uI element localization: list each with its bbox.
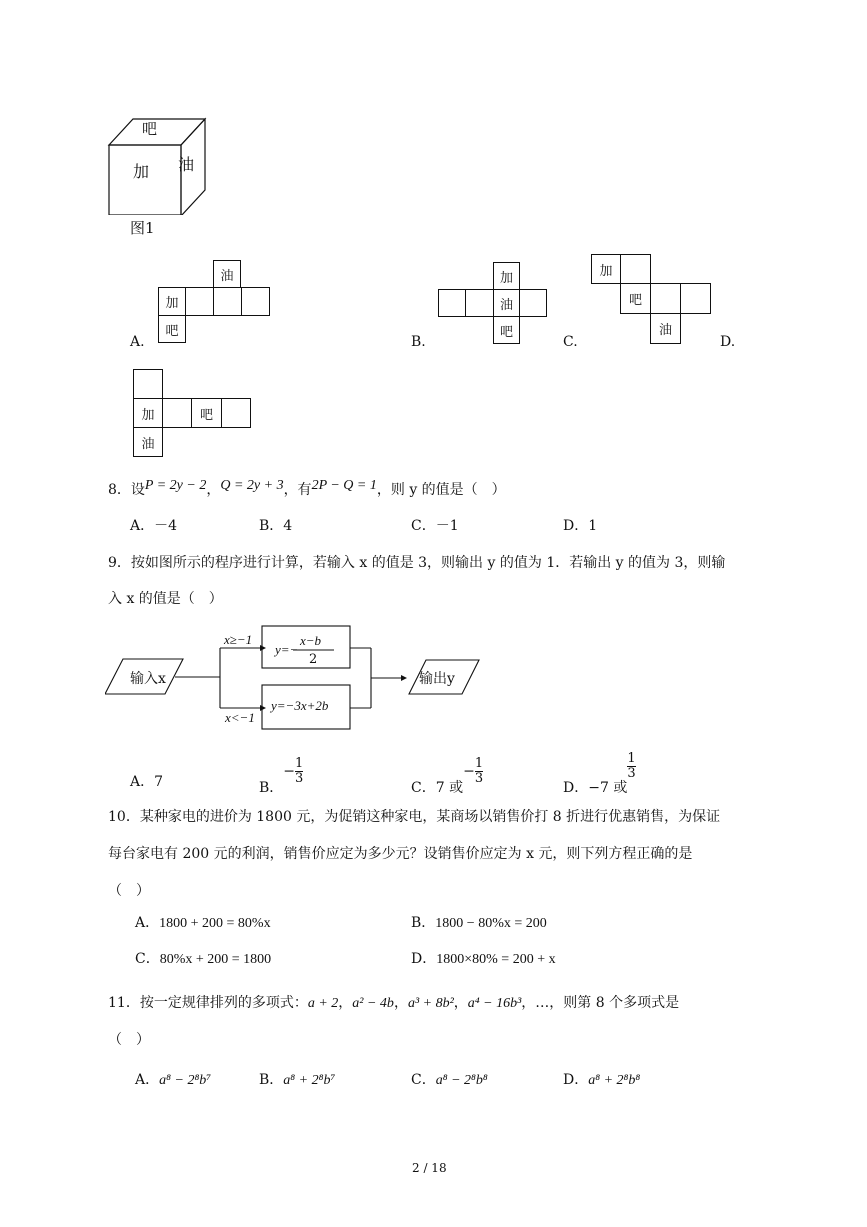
net-cell [133, 427, 163, 457]
q8-relation: 2P − Q = 1 [311, 478, 377, 493]
fraction-denominator: 3 [295, 771, 304, 786]
choice-label: B． [411, 915, 436, 931]
q8-suffix: ，则 y 的值是（ ） [376, 482, 506, 498]
choice-label: B． [259, 1072, 284, 1088]
fraction [295, 757, 303, 786]
net-cell [241, 287, 270, 316]
fraction-sign: − [283, 763, 296, 780]
cube-right-face-label: 油 [178, 155, 195, 174]
choice-text: 1800 + 200 = 80%x [159, 916, 271, 931]
q11-suffix: ，…，则第 8 个多项式是 [521, 995, 680, 1011]
net-cell [213, 287, 242, 316]
q10-choice-d [411, 950, 556, 969]
fraction-numerator: 1 [295, 756, 304, 771]
choice-text: a⁸ − 2⁸b⁸ [435, 1073, 488, 1088]
choice-text: 1800×80% = 200 + x [436, 952, 556, 967]
net-cell [221, 398, 251, 428]
net-cell [650, 313, 681, 344]
net-cell [650, 283, 681, 314]
net-cell-label: 加 [165, 296, 179, 311]
flow-formula-top-denominator: 2 [309, 652, 318, 667]
net-cell [493, 262, 520, 290]
question-9-stem-line1: 9．按如图所示的程序进行计算，若输入 x 的值是 3，则输出 y 的值为 1．若输出 y 的值为 3，则输 [108, 555, 726, 571]
choice-label: A． [130, 518, 155, 534]
question-10-stem-line2: 每台家电有 200 元的利润，销售价应定为多少元？设销售价应定为 x 元，则下列方程正确的是 [108, 846, 693, 862]
net-cell [519, 289, 547, 317]
q8-mid: ，有 [283, 482, 312, 498]
q9-choice-b [259, 756, 304, 796]
net-cell-label: 油 [658, 323, 672, 338]
flow-condition-bottom: x<−1 [225, 710, 255, 725]
choice-label: A． [135, 1072, 160, 1088]
option-a-label: A. [130, 334, 145, 350]
q9-choice-a [130, 773, 163, 791]
fraction-numerator: 1 [474, 756, 484, 771]
question-10-stem-line3: （ ） [108, 883, 150, 899]
q11-term: a² − 4b [352, 996, 394, 1011]
net-cell [213, 260, 241, 288]
choice-label: B． [259, 518, 284, 534]
choice-text: a⁸ + 2⁸b⁸ [588, 1073, 641, 1088]
q10-choice-c [135, 950, 271, 969]
fraction [627, 752, 635, 781]
question-10-stem-line1: 10．某种家电的进价为 1800 元，为促销这种家电，某商场以销售价打 8 折进行优惠销售，为保证 [108, 809, 721, 825]
option-d-label: D. [720, 334, 736, 350]
net-cell-label: 油 [141, 436, 155, 452]
net-cell [591, 254, 621, 284]
choice-label: C． [135, 951, 160, 967]
net-cell-label: 油 [220, 268, 234, 284]
choice-label: D． [563, 779, 589, 796]
flow-formula-top-lhs: y=− [275, 642, 299, 657]
figure-caption: 图1 [130, 219, 155, 237]
net-cell [133, 398, 163, 428]
fraction-denominator: 3 [627, 766, 636, 781]
option-c-label: C. [563, 334, 578, 350]
question-11-stem-line2: （ ） [108, 1032, 150, 1048]
q8-choice-a [130, 517, 177, 535]
net-cell [162, 398, 192, 428]
choice-label: C． [411, 1072, 436, 1088]
choice-label: A． [130, 774, 155, 790]
choice-label: D． [563, 518, 589, 534]
q8-q-expression: Q = 2y + 3 [220, 478, 284, 493]
question-9-stem-line2: 入 x 的值是（ ） [108, 591, 223, 607]
net-cell [620, 254, 651, 284]
q8-p-expression: P = 2y − 2 [144, 478, 207, 493]
fraction-denominator: 3 [474, 771, 484, 786]
net-cell [493, 316, 520, 344]
choice-label: B． [259, 779, 284, 796]
flow-formula-top-numerator: x−b [300, 633, 322, 648]
net-cell [158, 315, 186, 343]
choice-label: D． [563, 1072, 589, 1088]
net-cell-label: 吧 [628, 293, 642, 308]
net-cell-label: 吧 [199, 407, 213, 423]
net-cell-label: 加 [499, 270, 513, 286]
choice-text: －4 [154, 518, 178, 534]
choice-label: C． [411, 518, 436, 534]
choice-label: C． [411, 779, 436, 796]
question-8-stem [108, 478, 506, 500]
net-cell [438, 289, 466, 317]
option-b-label: B. [411, 334, 426, 350]
choice-text: −7 或 [588, 779, 628, 796]
q9-choice-d [563, 751, 636, 796]
q10-choice-a [135, 914, 271, 933]
cube-figure [105, 115, 215, 215]
q8-choice-c [411, 517, 459, 535]
choice-text: 1800 − 80%x = 200 [435, 916, 547, 931]
q11-choice-c [411, 1071, 488, 1090]
q9-choice-c [411, 756, 484, 796]
net-cell-label: 吧 [165, 323, 179, 339]
net-cell [620, 283, 651, 314]
q8-prefix: 8．设 [108, 482, 145, 498]
q11-choice-d [563, 1071, 640, 1090]
q11-term: a + 2 [307, 996, 339, 1011]
net-cell [465, 289, 494, 317]
page-number: 2 / 18 [412, 1161, 447, 1175]
net-cell [158, 287, 186, 316]
q11-prefix: 11．按一定规律排列的多项式： [108, 995, 308, 1011]
choice-text: 7 [154, 774, 164, 790]
choice-label: D． [411, 951, 437, 967]
net-cell [185, 287, 214, 316]
flow-condition-top: x≥−1 [224, 632, 253, 647]
choice-text: 7 或 [435, 779, 464, 796]
flow-formula-bottom: y=−3x+2b [271, 698, 329, 713]
choice-text: a⁸ − 2⁸b⁷ [159, 1073, 212, 1088]
q11-choice-a [135, 1071, 211, 1090]
net-cell-label: 油 [499, 297, 513, 313]
net-cell [133, 369, 163, 399]
choice-text: 4 [283, 518, 293, 534]
fraction-numerator: 1 [627, 751, 636, 766]
choice-text: 80%x + 200 = 1800 [159, 952, 272, 967]
net-cell [680, 283, 711, 314]
net-cell [191, 398, 222, 428]
choice-text: a⁸ + 2⁸b⁷ [283, 1073, 336, 1088]
question-11-stem: 11．按一定规律排列的多项式：a + 2，a² − 4b，a³ + 8b²，a⁴ − 16b³，…，则第 8 个多项式是 [108, 995, 680, 1011]
q11-term: a⁴ − 16b³ [467, 996, 522, 1011]
cube-front-face-label: 加 [133, 162, 150, 181]
q11-term: a³ + 8b² [407, 996, 454, 1011]
q8-choice-d [563, 517, 597, 535]
choice-text: 1 [588, 518, 598, 534]
net-cell-label: 吧 [499, 324, 513, 340]
fraction [475, 757, 483, 786]
flow-input-label: 输入x [130, 671, 166, 687]
net-cell-label: 加 [599, 263, 613, 279]
q11-choice-b [259, 1071, 335, 1090]
flow-output-label: 输出y [419, 671, 455, 687]
fraction-sign: − [463, 763, 475, 780]
net-cell [493, 289, 520, 317]
q8-comma: ， [206, 482, 221, 498]
choice-text: －1 [435, 518, 459, 534]
cube-top-face-label: 吧 [142, 120, 158, 138]
q10-choice-b [411, 914, 547, 933]
choice-label: A． [135, 915, 160, 931]
q8-choice-b [259, 517, 292, 535]
net-cell-label: 加 [141, 407, 155, 423]
